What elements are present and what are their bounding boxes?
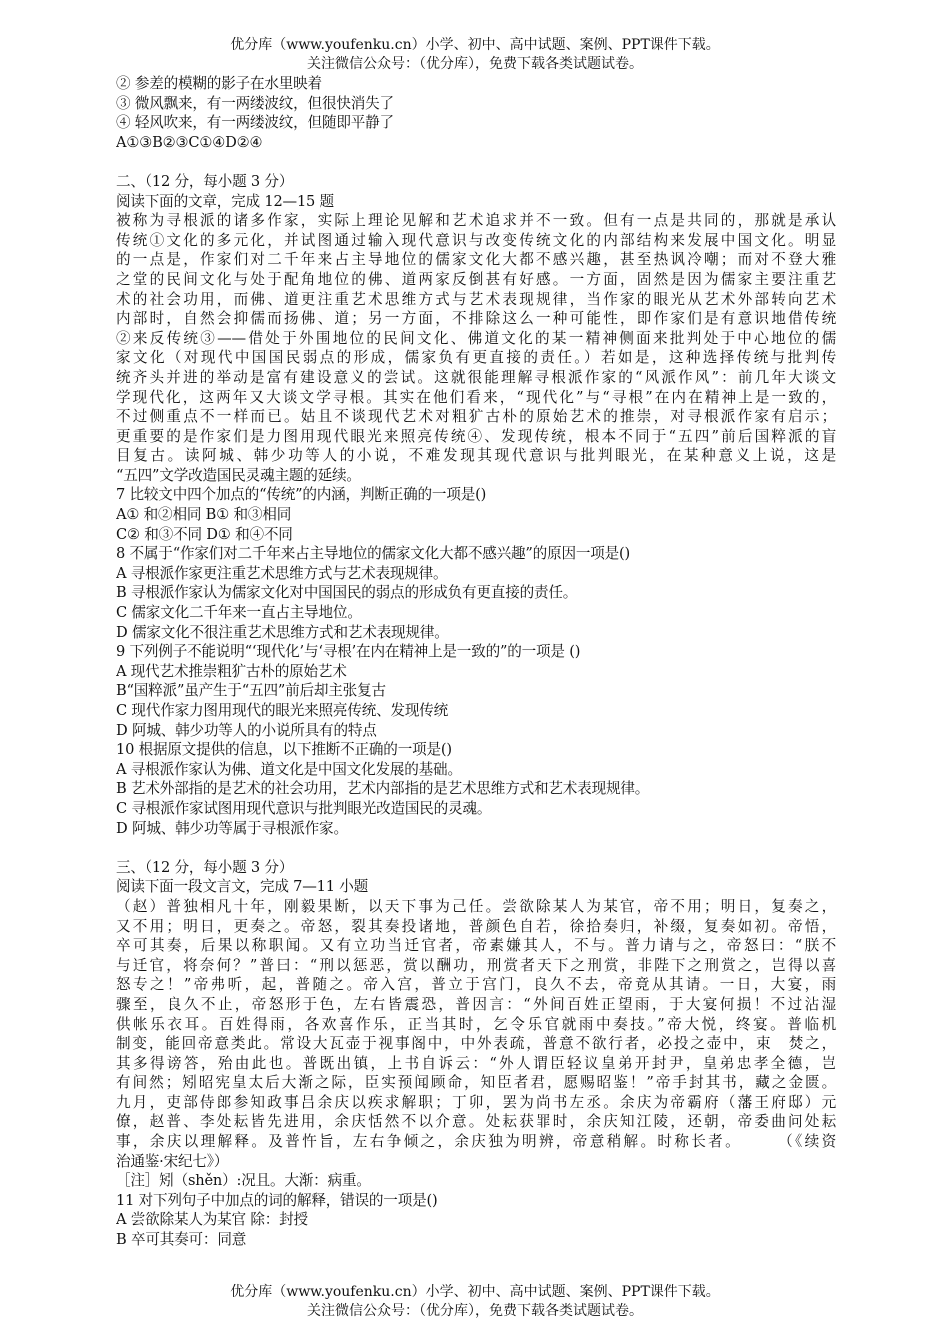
question-option: C 儒家文化二千年来一直占主导地位。 (116, 604, 362, 622)
passage-line: 更重要的是作家们是力图用现代眼光来照亮传统④、发现传统，根本不同于“五四”前后国粹派的盲 (116, 427, 836, 445)
classical-passage-line: 供帐乐衣耳。百姓得雨，各欢喜作乐，正当其时，乞令乐官就雨中奏技。”帝大悦，终宴。普临机 (116, 1015, 836, 1033)
document-body (116, 74, 836, 1250)
question-option: A 寻根派作家认为佛、道文化是中国文化发展的基础。 (116, 760, 462, 778)
passage-line: 家文化（对现代中国国民弱点的形成，儒家负有更直接的责任。）若如是，这种选择传统与批判传 (116, 349, 836, 367)
question-option: B 卒可其奏可：同意 (116, 1231, 247, 1249)
question-option: A① 和②相同 B① 和③相同 (116, 506, 292, 524)
question-option: C② 和③不同 D① 和④不同 (116, 525, 293, 543)
question-9: 9 下列例子不能说明“‘现代化’与‘寻根’在内在精神上是一致的”的一项是 () (116, 643, 581, 661)
passage-line: 的一点是，作家们对二千年来占主导地位的儒家文化大都不感兴趣，甚至热讽冷嘲；而对不登大雅 (116, 251, 836, 269)
classical-passage-line: 卒可其奏，后果以称职闻。又有立功当迁官者，帝素嫌其人，不与。普力请与之，帝怒曰：“朕不 (116, 937, 836, 955)
classical-passage-line: 骤至，良久不止，帝怒形于色，左右皆震恐，普因言：“外间百姓正望雨，于大宴何损！不过沾湿 (116, 995, 836, 1013)
page-footer (0, 1283, 950, 1321)
classical-passage-line: 与迁官，将奈何？”普曰：“刑以惩恶，赏以酬功，刑赏者天下之刑赏，非陛下之刑赏之，岂得以喜 (116, 956, 836, 974)
passage-line: 统齐头并进的举动是富有建设意义的尝试。这就很能理解寻根派作家的“风派作风”：前几年大谈文 (116, 368, 836, 386)
passage-line: 传统①文化的多元化，并试图通过输入现代意识与改变传统文化的内部结构来发展中国文化。明显 (116, 231, 836, 249)
passage-line: 目复古。读阿城、韩少功等人的小说，不难发现其现代意识与批判眼光，在某种意义上说，这是 (116, 447, 836, 465)
header-line-1: 优分库（www.youfenku.cn）小学、初中、高中试题、案例、PPT课件下载。 (230, 37, 720, 53)
classical-passage-line: 怒专之！”帝弗听，起，普随之。帝入宫，普立于宫门，良久不去，帝竟从其请。一日，大宴，雨 (116, 976, 836, 994)
classical-passage-line: 又不用；明日，更奏之。帝怒，裂其奏投诸地，普颜色自若，徐拾奏归，补缀，复奏如初。帝悟， (116, 917, 836, 935)
section-3-title: 三、（12 分，每小题 3 分） (116, 858, 294, 876)
question-option: D 儒家文化不很注重艺术思维方式和艺术表现规律。 (116, 623, 449, 641)
section-2-instruction: 阅读下面的文章，完成 12—15 题 (116, 192, 334, 210)
classical-passage-line: 其多得谤答，殆由此也。普既出镇，上书自诉云：“外人谓臣轻议皇弟开封尹，皇弟忠孝全德，岂 (116, 1054, 836, 1072)
passage-line: 内部时，自然会抑儒而扬佛、道；另一方面，不排除这么一种可能性，即作家们是有意识地借传统 (116, 310, 836, 328)
passage-line: 术的社会功用，而佛、道更注重艺术思维方式与艺术表现规律，当作家的眼光从艺术外部转向艺术 (116, 290, 836, 308)
annotation-note: ［注］矧（shěn）:况且。大渐：病重。 (116, 1172, 371, 1190)
question-option: A 寻根派作家更注重艺术思维方式与艺术表现规律。 (116, 564, 448, 582)
question-option: D 阿城、韩少功等属于寻根派作家。 (116, 819, 348, 837)
question-option: C 现代作家力图用现代的眼光来照亮传统、发现传统 (116, 702, 449, 719)
classical-passage-line: 事，余庆以理解释。及普忤旨，左右争倾之，余庆独为明辨，帝意稍解。时称长者。 （《续资 (116, 1133, 836, 1151)
question-option: B 寻根派作家认为儒家文化对中国国民的弱点的形成负有更直接的责任。 (116, 584, 578, 602)
header-line-2: 关注微信公众号：（优分库），免费下载各类试题试卷。 (307, 56, 643, 72)
question-7: 7 比较文中四个加点的“传统”的内涵，判断正确的一项是() (116, 486, 487, 504)
passage-line: 学现代化，这两年又大谈文学寻根。其实在他们看来，“现代化”与“寻根”在内在精神上是一致的， (116, 388, 836, 406)
classical-passage-line: （赵）普独相凡十年，刚毅果断，以天下事为己任。尝欲除某人为某官，帝不用；明日，复奏之， (116, 897, 836, 915)
passage-line: ②来反传统③——借处于外围地位的民间文化、佛道文化的某一精神侧面来批判处于中心地位的儒 (116, 329, 836, 347)
passage-line: 被称为寻根派的诸多作家，实际上理论见解和艺术追求并不一致。但有一点是共同的，那就是承认 (116, 212, 836, 230)
footer-line-2: 关注微信公众号：（优分库），免费下载各类试题试卷。 (307, 1303, 643, 1319)
footer-line-1: 优分库（www.youfenku.cn）小学、初中、高中试题、案例、PPT课件下载。 (230, 1284, 720, 1300)
question-option: D 阿城、韩少功等人的小说所具有的特点 (116, 721, 377, 739)
question-option: A 现代艺术推崇粗犷古朴的原始艺术 (116, 662, 347, 680)
top-option: ③ 微风飘来，有一两缕波纹，但很快消失了 (116, 94, 394, 112)
question-8: 8 不属于“作家们对二千年来占主导地位的儒家文化大都不感兴趣”的原因一项是() (116, 545, 631, 563)
page-header (0, 36, 950, 74)
question-option: B“国粹派”虽产生于“五四”前后却主张复古 (116, 682, 386, 700)
section-2-title: 二、（12 分，每小题 3 分） (116, 172, 294, 190)
classical-passage-line: 有间然；矧昭宪皇太后大渐之际，臣实预闻顾命，知臣者君，愿赐昭鉴！”帝手封其书，藏之金匮。 (116, 1074, 836, 1092)
question-option: B 艺术外部指的是艺术的社会功用，艺术内部指的是艺术思维方式和艺术表现规律。 (116, 780, 650, 798)
question-option: C 寻根派作家试图用现代意识与批判眼光改造国民的灵魂。 (116, 799, 492, 817)
top-answer-choices: A①③B②③C①④D②④ (116, 133, 263, 151)
question-10: 10 根据原文提供的信息，以下推断不正确的一项是() (116, 741, 452, 759)
passage-line: 不过侧重点不一样而已。姑且不谈现代艺术对粗犷古朴的原始艺术的推崇，对寻根派作家有启示； (116, 408, 836, 426)
classical-passage-line: 制变，能回帝意类此。常设大瓦壶于视事阁中，中外表疏，普意不欲行者，必投之壶中，束 焚之， (116, 1035, 836, 1053)
classical-passage-line: 九月，吏部侍郎参知政事吕余庆以疾求解职；丁卯，罢为尚书左丞。余庆为帝霸府（藩王府邸）元 (116, 1093, 836, 1111)
question-11: 11 对下列句子中加点的词的解释，错误的一项是() (116, 1191, 438, 1209)
top-option: ④ 轻风吹来，有一两缕波纹，但随即平静了 (116, 114, 394, 132)
question-option: A 尝欲除某人为某官 除：封授 (116, 1211, 308, 1229)
passage-line: “五四”文学改造国民灵魂主题的延续。 (116, 466, 361, 484)
classical-passage-line: 治通鉴·宋纪七》） (116, 1152, 229, 1170)
passage-line: 之堂的民间文化与处于配角地位的佛、道两家反倒甚有好感。一方面，固然是因为儒家主要注重艺 (116, 270, 836, 288)
classical-passage-line: 僚，赵普、李处耘皆先进用，余庆恬然不以介意。处耘获罪时，余庆知江陵，还朝，帝委曲问处耘 (116, 1113, 836, 1131)
top-option: ② 参差的模糊的影子在水里映着 (116, 75, 322, 92)
section-3-instruction: 阅读下面一段文言文，完成 7—11 小题 (116, 878, 369, 896)
